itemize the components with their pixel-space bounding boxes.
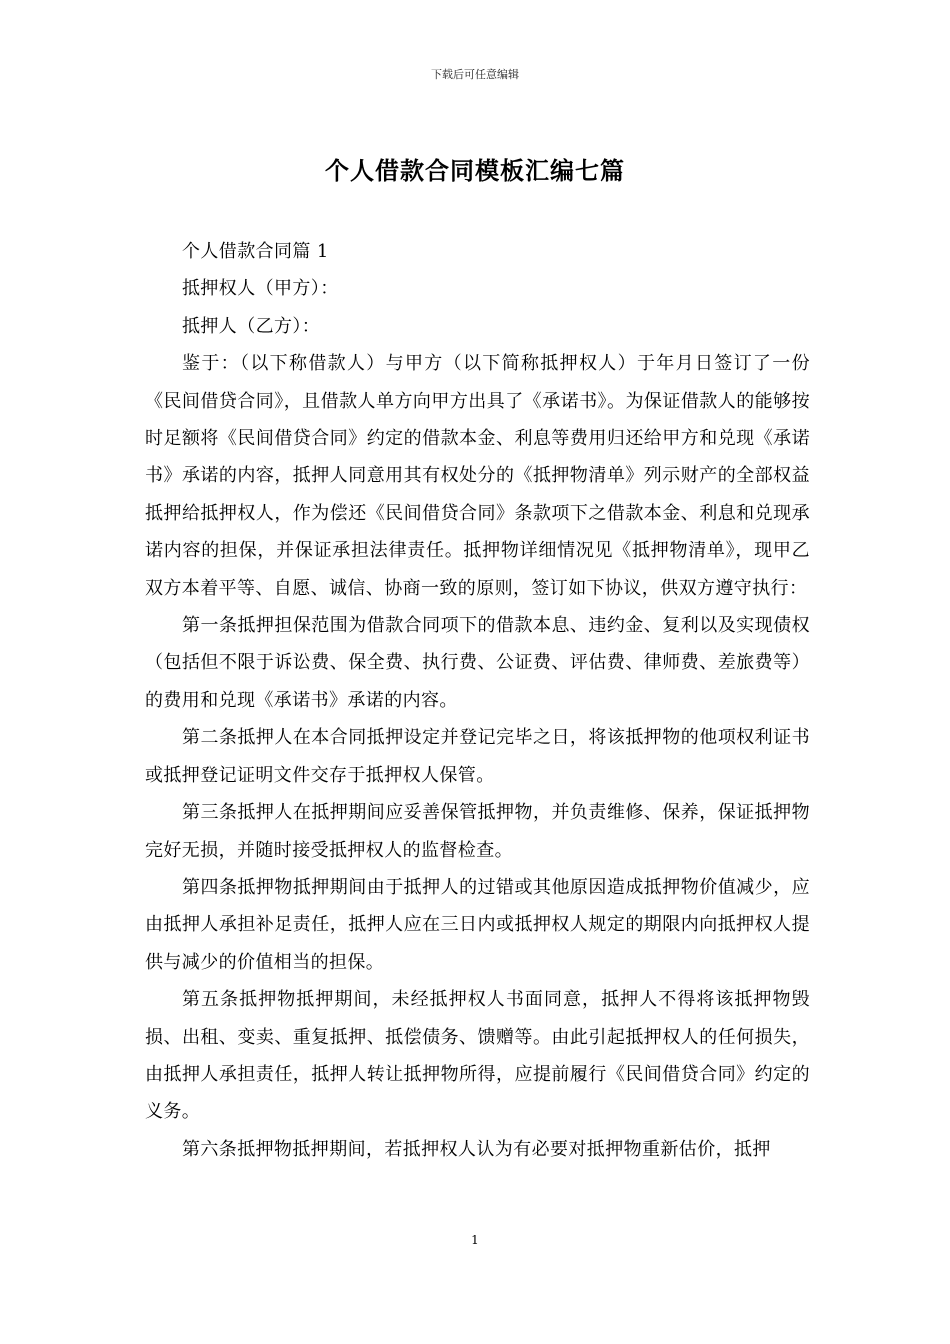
article-6-paragraph: 第六条抵押物抵押期间，若抵押权人认为有必要对抵押物重新估价，抵押 (182, 1138, 771, 1160)
document-body (145, 233, 810, 1168)
article-5-paragraph: 第五条抵押物抵押期间，未经抵押权人书面同意，抵押人不得将该抵押物毁损、出租、变卖、重复抵押、抵偿债务、馈赠等。由此引起抵押权人的任何损失，由抵押人承担责任，抵押人转让抵押物所得，应提前履行《民间借贷合同》约定的义务。 (145, 989, 810, 1123)
document-title: 个人借款合同模板汇编七篇 (325, 156, 625, 185)
article-2-paragraph: 第二条抵押人在本合同抵押设定并登记完毕之日，将该抵押物的他项权利证书或抵押登记证明文件交存于抵押权人保管。 (145, 727, 810, 786)
party-b-line: 抵押人（乙方）： (182, 315, 321, 337)
article-4-paragraph: 第四条抵押物抵押期间由于抵押人的过错或其他原因造成抵押物价值减少，应由抵押人承担补足责任，抵押人应在三日内或抵押权人规定的期限内向抵押权人提供与减少的价值相当的担保。 (145, 876, 810, 973)
section-heading: 个人借款合同篇 1 (182, 241, 329, 262)
header-note: 下载后可任意编辑 (431, 68, 519, 81)
preamble-paragraph: 鉴于：（以下称借款人）与甲方（以下简称抵押权人）于年月日签订了一份《民间借贷合同》，且借款人单方向甲方出具了《承诺书》。为保证借款人的能够按时足额将《民间借贷合同》约定的借款本金、利息等费用归还给甲方和兑现《承诺书》承诺的内容，抵押人同意用其有权处分的《抵押物清单》列示财产的全部权益抵押给抵押权人，作为偿还《民间借贷合同》条款项下之借款本金、利息和兑现承诺内容的担保，并保证承担法律责任。抵押物详细情况见《抵押物清单》，现甲乙双方本着平等、自愿、诚信、协商一致的原则，签订如下协议，供双方遵守执行： (145, 353, 810, 599)
party-a-line: 抵押权人（甲方）： (182, 278, 339, 300)
article-1-paragraph: 第一条抵押担保范围为借款合同项下的借款本息、违约金、复利以及实现债权（包括但不限于诉讼费、保全费、执行费、公证费、评估费、律师费、差旅费等）的费用和兑现《承诺书》承诺的内容。 (145, 615, 810, 711)
article-3-paragraph: 第三条抵押人在抵押期间应妥善保管抵押物，并负责维修、保养，保证抵押物完好无损，并随时接受抵押权人的监督检查。 (145, 802, 810, 861)
page-number: 1 (471, 1233, 479, 1247)
